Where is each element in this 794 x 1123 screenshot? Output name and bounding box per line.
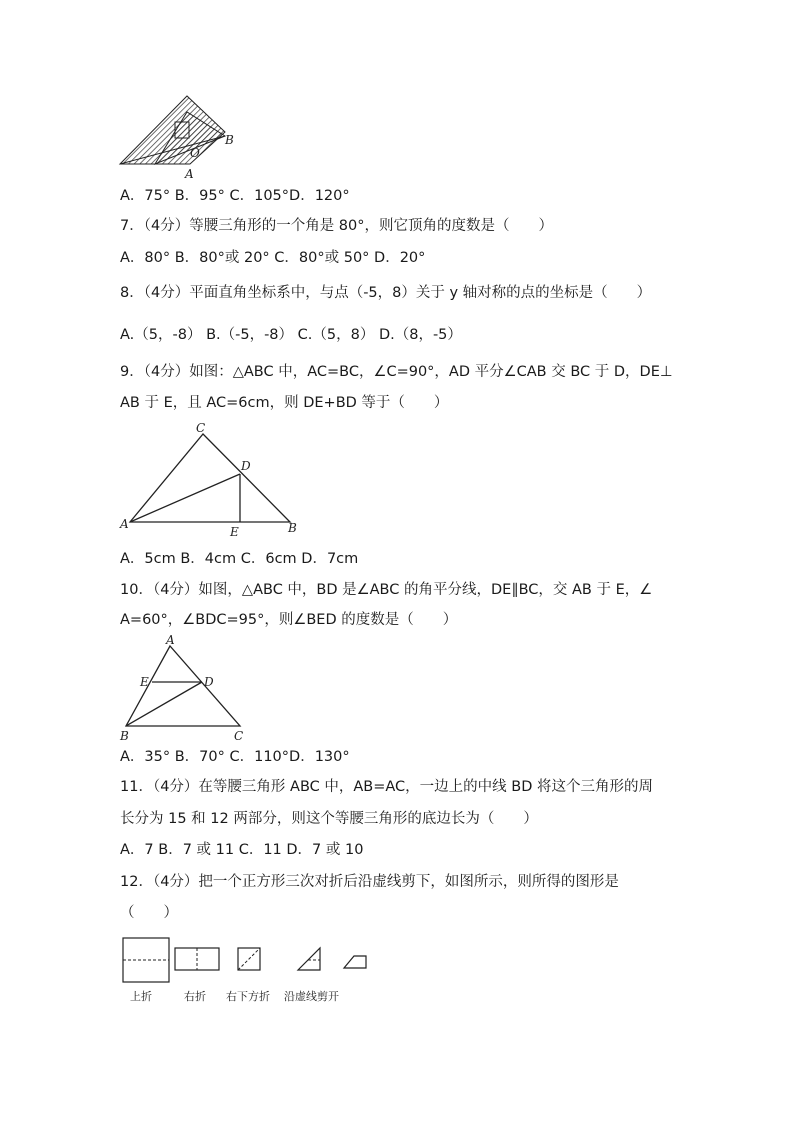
label-C: C bbox=[196, 422, 206, 435]
label-A: A bbox=[166, 634, 175, 647]
segment-AD bbox=[130, 474, 240, 522]
q11-options: A．7 B．7 或 11 C．11 D．7 或 10 bbox=[120, 842, 364, 858]
label-E: E bbox=[230, 525, 239, 539]
q6-options: A．75° B．95° C．105°D．120° bbox=[120, 188, 350, 204]
cut-result-shape bbox=[344, 956, 366, 968]
q10-options: A．35° B．70° C．110°D．130° bbox=[120, 749, 350, 765]
q11-stem-line1: 11．（4分）在等腰三角形 ABC 中，AB=AC，一边上的中线 BD 将这个三角形的周 bbox=[120, 779, 654, 795]
q8-options: A.（5，-8） B.（-5，-8） C.（5，8） D.（8，-5） bbox=[120, 327, 462, 343]
q10-figure bbox=[118, 634, 248, 746]
label-B: B bbox=[225, 133, 234, 147]
label-A: A bbox=[120, 517, 129, 531]
label-A: A bbox=[185, 167, 194, 181]
q10-stem-line2: A=60°，∠BDC=95°，则∠BED 的度数是（ ） bbox=[120, 612, 458, 628]
label-B: B bbox=[120, 729, 129, 743]
q7-options: A．80° B．80°或 20° C．80°或 50° D．20° bbox=[120, 250, 426, 266]
label-B: B bbox=[288, 521, 297, 535]
fold-step-4-triangle bbox=[298, 948, 320, 970]
q7-stem: 7．（4分）等腰三角形的一个角是 80°，则它顶角的度数是（ ） bbox=[120, 218, 554, 234]
step-caption-4: 沿虚线剪开 bbox=[284, 990, 339, 1003]
step-caption-2: 右折 bbox=[184, 990, 206, 1003]
q10-stem-line1: 10．（4分）如图，△ABC 中，BD 是∠ABC 的角平分线，DE∥BC，交 AB 于 E，∠ bbox=[120, 582, 653, 598]
q9-stem-line2: AB 于 E，且 AC=6cm，则 DE+BD 等于（ ） bbox=[120, 395, 449, 411]
label-C: C bbox=[234, 729, 244, 743]
q9-figure bbox=[118, 422, 308, 544]
step-caption-3: 右下方折 bbox=[226, 990, 270, 1003]
q12-stem-line1: 12．（4分）把一个正方形三次对折后沿虚线剪下，如图所示，则所得的图形是 bbox=[120, 874, 619, 890]
q12-figure bbox=[118, 934, 384, 1004]
label-D: D bbox=[204, 675, 214, 689]
label-D: D bbox=[241, 459, 251, 473]
triangle-ABC bbox=[130, 434, 290, 522]
q8-stem: 8．（4分）平面直角坐标系中，与点（-5，8）关于 y 轴对称的点的坐标是（ ） bbox=[120, 285, 652, 301]
q11-stem-line2: 长分为 15 和 12 两部分，则这个等腰三角形的底边长为（ ） bbox=[120, 811, 538, 827]
q9-stem-line1: 9．（4分）如图：△ABC 中，AC=BC，∠C=90°，AD 平分∠CAB 交 BC 于 D，DE⊥ bbox=[120, 364, 673, 380]
q9-options: A．5cm B．4cm C．6cm D．7cm bbox=[120, 551, 359, 567]
q6-figure bbox=[115, 92, 245, 182]
q12-stem-line2: （ ） bbox=[120, 905, 178, 921]
step-caption-1: 上折 bbox=[130, 990, 152, 1003]
label-O: O bbox=[190, 146, 200, 160]
label-E: E bbox=[140, 675, 149, 689]
